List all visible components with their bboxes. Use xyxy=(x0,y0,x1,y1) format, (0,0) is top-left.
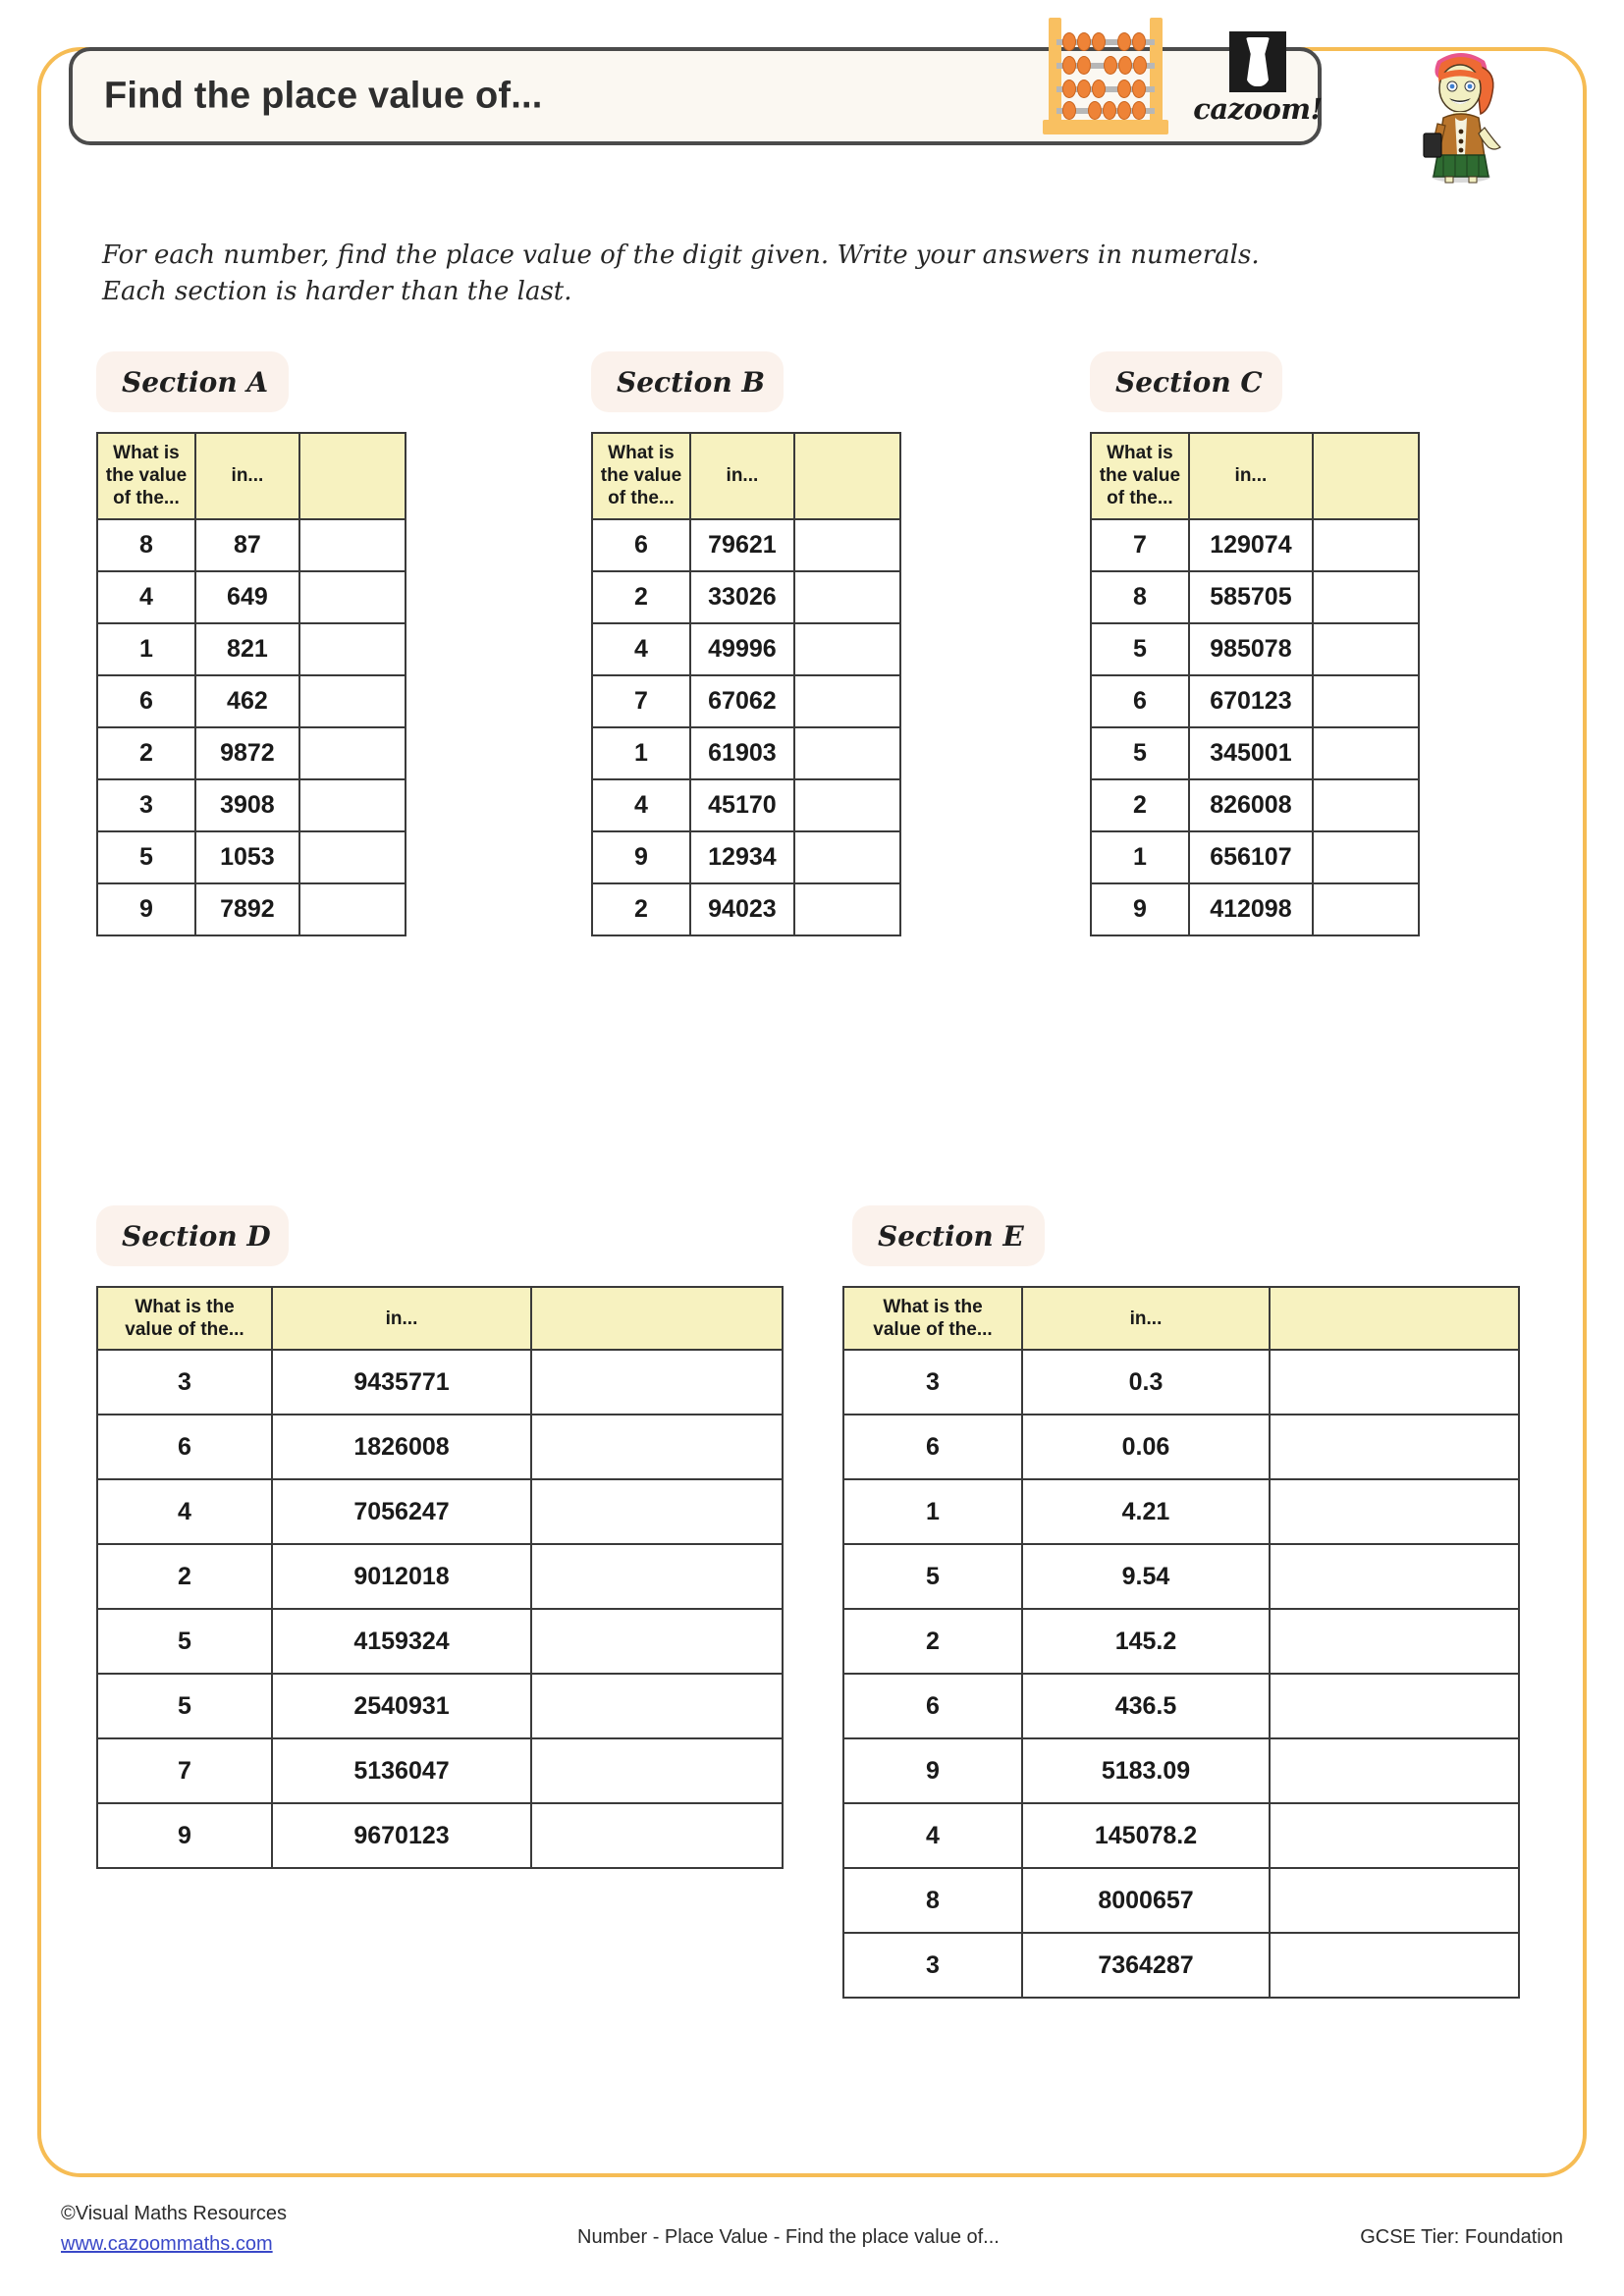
instructions-line-1: For each number, find the place value of the digit given. Write your answers in numerals. xyxy=(102,240,1260,270)
cell-number: 1826008 xyxy=(272,1415,531,1479)
section-label-text: Section E xyxy=(878,1219,1024,1253)
cell-number: 79621 xyxy=(690,519,794,571)
cell-number: 4.21 xyxy=(1022,1479,1270,1544)
table-row xyxy=(97,1350,783,1415)
cell-answer[interactable] xyxy=(299,675,406,727)
cell-number: 649 xyxy=(195,571,299,623)
table-row xyxy=(1091,727,1419,779)
table-header-row xyxy=(97,433,406,519)
cell-digit: 5 xyxy=(97,831,195,883)
cell-digit: 9 xyxy=(1091,883,1189,935)
column-header-digit: What is the value of the... xyxy=(97,1287,272,1350)
cell-number: 0.06 xyxy=(1022,1415,1270,1479)
footer-topic: Number - Place Value - Find the place value of... xyxy=(577,2226,1000,2248)
cell-digit: 7 xyxy=(592,675,690,727)
cell-answer[interactable] xyxy=(1270,1738,1519,1803)
cell-number: 87 xyxy=(195,519,299,571)
cell-number: 9872 xyxy=(195,727,299,779)
table-row xyxy=(1091,831,1419,883)
cell-number: 656107 xyxy=(1189,831,1313,883)
table-row xyxy=(97,1609,783,1674)
cell-answer[interactable] xyxy=(1270,1609,1519,1674)
cell-digit: 5 xyxy=(97,1609,272,1674)
cell-digit: 5 xyxy=(843,1544,1022,1609)
cell-answer[interactable] xyxy=(1313,727,1419,779)
abacus-icon xyxy=(1049,18,1163,137)
cell-number: 9.54 xyxy=(1022,1544,1270,1609)
section-label-text: Section D xyxy=(122,1219,271,1253)
table-row xyxy=(843,1674,1519,1738)
cell-answer[interactable] xyxy=(1270,1933,1519,1998)
cell-digit: 5 xyxy=(1091,727,1189,779)
cell-number: 345001 xyxy=(1189,727,1313,779)
cell-answer[interactable] xyxy=(1313,623,1419,675)
cell-answer[interactable] xyxy=(794,727,900,779)
cell-number: 985078 xyxy=(1189,623,1313,675)
table-row xyxy=(97,623,406,675)
table-row xyxy=(1091,675,1419,727)
section-label-text: Section B xyxy=(617,365,766,399)
student-mascot-icon xyxy=(1408,37,1514,185)
footer-copyright: ©Visual Maths Resources xyxy=(61,2203,288,2224)
column-header-digit: What is the value of the... xyxy=(1091,433,1189,519)
cell-digit: 7 xyxy=(97,1738,272,1803)
table-row xyxy=(1091,519,1419,571)
cell-answer[interactable] xyxy=(299,571,406,623)
cell-number: 129074 xyxy=(1189,519,1313,571)
cell-answer[interactable] xyxy=(1313,831,1419,883)
cell-answer[interactable] xyxy=(1270,1479,1519,1544)
table-row xyxy=(592,519,900,571)
cell-answer[interactable] xyxy=(531,1738,783,1803)
table-row xyxy=(1091,623,1419,675)
cell-answer[interactable] xyxy=(299,883,406,935)
cell-number: 145078.2 xyxy=(1022,1803,1270,1868)
cell-number: 94023 xyxy=(690,883,794,935)
cell-digit: 3 xyxy=(97,1350,272,1415)
table-row xyxy=(843,1803,1519,1868)
cell-answer[interactable] xyxy=(1270,1350,1519,1415)
cell-digit: 9 xyxy=(843,1738,1022,1803)
column-header-answer xyxy=(531,1287,783,1350)
cell-digit: 2 xyxy=(97,727,195,779)
table-row xyxy=(97,1479,783,1544)
table-row xyxy=(592,675,900,727)
cell-number: 9670123 xyxy=(272,1803,531,1868)
table-row xyxy=(97,519,406,571)
section-label-e xyxy=(852,1205,1045,1266)
table-row xyxy=(1091,883,1419,935)
cell-number: 436.5 xyxy=(1022,1674,1270,1738)
cell-digit: 4 xyxy=(97,571,195,623)
footer-website-link[interactable]: www.cazoommaths.com xyxy=(61,2233,273,2255)
cell-digit: 6 xyxy=(1091,675,1189,727)
table-row xyxy=(97,1415,783,1479)
cell-digit: 5 xyxy=(1091,623,1189,675)
column-header-number: in... xyxy=(1189,433,1313,519)
table-row xyxy=(843,1933,1519,1998)
cazoom-goblet-icon xyxy=(1229,31,1286,92)
cell-answer[interactable] xyxy=(531,1674,783,1738)
table-row xyxy=(97,571,406,623)
cell-digit: 1 xyxy=(97,623,195,675)
cell-number: 49996 xyxy=(690,623,794,675)
table-row xyxy=(1091,571,1419,623)
cell-number: 12934 xyxy=(690,831,794,883)
section-label-text: Section C xyxy=(1115,365,1263,399)
cell-answer[interactable] xyxy=(794,675,900,727)
cell-digit: 4 xyxy=(843,1803,1022,1868)
cell-digit: 7 xyxy=(1091,519,1189,571)
cell-number: 7056247 xyxy=(272,1479,531,1544)
footer-tier: GCSE Tier: Foundation xyxy=(1360,2226,1563,2248)
table-row xyxy=(97,1674,783,1738)
cell-digit: 6 xyxy=(97,1415,272,1479)
section-e-table xyxy=(842,1286,1520,1999)
table-row xyxy=(843,1609,1519,1674)
cell-number: 7892 xyxy=(195,883,299,935)
section-d-table xyxy=(96,1286,784,1869)
table-header-row xyxy=(592,433,900,519)
cell-digit: 1 xyxy=(843,1479,1022,1544)
table-row xyxy=(592,883,900,935)
column-header-answer xyxy=(1270,1287,1519,1350)
column-header-digit: What is the value of the... xyxy=(97,433,195,519)
cell-answer[interactable] xyxy=(531,1544,783,1609)
cell-number: 3908 xyxy=(195,779,299,831)
cell-digit: 2 xyxy=(97,1544,272,1609)
cell-digit: 8 xyxy=(97,519,195,571)
cell-answer[interactable] xyxy=(1270,1415,1519,1479)
table-row xyxy=(843,1350,1519,1415)
cell-digit: 2 xyxy=(592,571,690,623)
table-row xyxy=(592,623,900,675)
column-header-number: in... xyxy=(272,1287,531,1350)
section-b-table xyxy=(591,432,901,936)
cell-answer[interactable] xyxy=(794,779,900,831)
column-header-number: in... xyxy=(1022,1287,1270,1350)
cell-number: 462 xyxy=(195,675,299,727)
cell-number: 412098 xyxy=(1189,883,1313,935)
cell-answer[interactable] xyxy=(1313,519,1419,571)
cell-answer[interactable] xyxy=(794,571,900,623)
table-row xyxy=(843,1868,1519,1933)
table-row xyxy=(592,779,900,831)
cell-digit: 5 xyxy=(97,1674,272,1738)
cell-answer[interactable] xyxy=(531,1350,783,1415)
cazoom-logo xyxy=(1190,31,1326,130)
page-title: Find the place value of... xyxy=(104,75,543,117)
table-header-row xyxy=(1091,433,1419,519)
cell-answer[interactable] xyxy=(794,831,900,883)
instructions-line-2: Each section is harder than the last. xyxy=(102,276,572,306)
cell-digit: 1 xyxy=(1091,831,1189,883)
table-row xyxy=(592,727,900,779)
cell-digit: 4 xyxy=(97,1479,272,1544)
column-header-digit: What is the value of the... xyxy=(843,1287,1022,1350)
table-row xyxy=(97,779,406,831)
column-header-number: in... xyxy=(690,433,794,519)
cell-digit: 9 xyxy=(592,831,690,883)
cell-number: 821 xyxy=(195,623,299,675)
cell-digit: 3 xyxy=(843,1933,1022,1998)
cell-answer[interactable] xyxy=(1313,675,1419,727)
table-row xyxy=(843,1479,1519,1544)
table-row xyxy=(592,831,900,883)
cell-digit: 4 xyxy=(592,623,690,675)
table-row xyxy=(843,1415,1519,1479)
cell-answer[interactable] xyxy=(794,519,900,571)
cell-digit: 6 xyxy=(97,675,195,727)
cell-digit: 6 xyxy=(843,1415,1022,1479)
cell-number: 61903 xyxy=(690,727,794,779)
cell-answer[interactable] xyxy=(1313,883,1419,935)
cell-answer[interactable] xyxy=(794,883,900,935)
cell-number: 670123 xyxy=(1189,675,1313,727)
footer-credit xyxy=(61,2199,287,2260)
section-label-c xyxy=(1090,351,1282,412)
cell-digit: 8 xyxy=(1091,571,1189,623)
cell-digit: 6 xyxy=(843,1674,1022,1738)
cell-number: 826008 xyxy=(1189,779,1313,831)
cell-digit: 2 xyxy=(1091,779,1189,831)
section-a-table xyxy=(96,432,406,936)
cell-number: 585705 xyxy=(1189,571,1313,623)
table-row xyxy=(843,1738,1519,1803)
cell-digit: 2 xyxy=(592,883,690,935)
table-row xyxy=(97,1803,783,1868)
table-row xyxy=(1091,779,1419,831)
column-header-digit: What is the value of the... xyxy=(592,433,690,519)
cell-number: 9435771 xyxy=(272,1350,531,1415)
cell-answer[interactable] xyxy=(531,1803,783,1868)
cell-answer[interactable] xyxy=(1313,571,1419,623)
section-label-b xyxy=(591,351,784,412)
cell-number: 145.2 xyxy=(1022,1609,1270,1674)
instructions xyxy=(102,238,1379,310)
cell-digit: 3 xyxy=(843,1350,1022,1415)
cell-number: 1053 xyxy=(195,831,299,883)
cell-digit: 1 xyxy=(592,727,690,779)
cell-answer[interactable] xyxy=(1270,1803,1519,1868)
table-row xyxy=(97,675,406,727)
cell-number: 67062 xyxy=(690,675,794,727)
table-header-row xyxy=(843,1287,1519,1350)
cell-digit: 9 xyxy=(97,883,195,935)
section-label-d xyxy=(96,1205,289,1266)
cell-answer[interactable] xyxy=(299,831,406,883)
cell-answer[interactable] xyxy=(794,623,900,675)
cell-number: 2540931 xyxy=(272,1674,531,1738)
cell-digit: 2 xyxy=(843,1609,1022,1674)
cell-digit: 9 xyxy=(97,1803,272,1868)
cell-number: 5136047 xyxy=(272,1738,531,1803)
cell-number: 45170 xyxy=(690,779,794,831)
table-row xyxy=(843,1544,1519,1609)
cell-answer[interactable] xyxy=(299,519,406,571)
cell-digit: 8 xyxy=(843,1868,1022,1933)
table-header-row xyxy=(97,1287,783,1350)
cell-answer[interactable] xyxy=(1313,779,1419,831)
cell-answer[interactable] xyxy=(531,1609,783,1674)
cell-answer[interactable] xyxy=(299,727,406,779)
cazoom-wordmark: cazoom! xyxy=(1193,92,1323,126)
cell-number: 8000657 xyxy=(1022,1868,1270,1933)
cell-digit: 4 xyxy=(592,779,690,831)
column-header-answer xyxy=(794,433,900,519)
table-row xyxy=(97,1738,783,1803)
table-row xyxy=(592,571,900,623)
cell-number: 5183.09 xyxy=(1022,1738,1270,1803)
table-row xyxy=(97,883,406,935)
page-footer xyxy=(0,2199,1624,2296)
column-header-answer xyxy=(299,433,406,519)
cell-number: 33026 xyxy=(690,571,794,623)
cell-number: 9012018 xyxy=(272,1544,531,1609)
cell-digit: 3 xyxy=(97,779,195,831)
cell-digit: 6 xyxy=(592,519,690,571)
cell-number: 0.3 xyxy=(1022,1350,1270,1415)
cell-answer[interactable] xyxy=(1270,1544,1519,1609)
table-row xyxy=(97,727,406,779)
section-label-a xyxy=(96,351,289,412)
section-label-text: Section A xyxy=(122,365,269,399)
column-header-answer xyxy=(1313,433,1419,519)
cell-answer[interactable] xyxy=(1270,1868,1519,1933)
cell-answer[interactable] xyxy=(531,1415,783,1479)
table-row xyxy=(97,831,406,883)
cell-answer[interactable] xyxy=(1270,1674,1519,1738)
section-c-table xyxy=(1090,432,1420,936)
cell-number: 4159324 xyxy=(272,1609,531,1674)
cell-answer[interactable] xyxy=(531,1479,783,1544)
cell-answer[interactable] xyxy=(299,779,406,831)
table-row xyxy=(97,1544,783,1609)
column-header-number: in... xyxy=(195,433,299,519)
cell-number: 7364287 xyxy=(1022,1933,1270,1998)
cell-answer[interactable] xyxy=(299,623,406,675)
